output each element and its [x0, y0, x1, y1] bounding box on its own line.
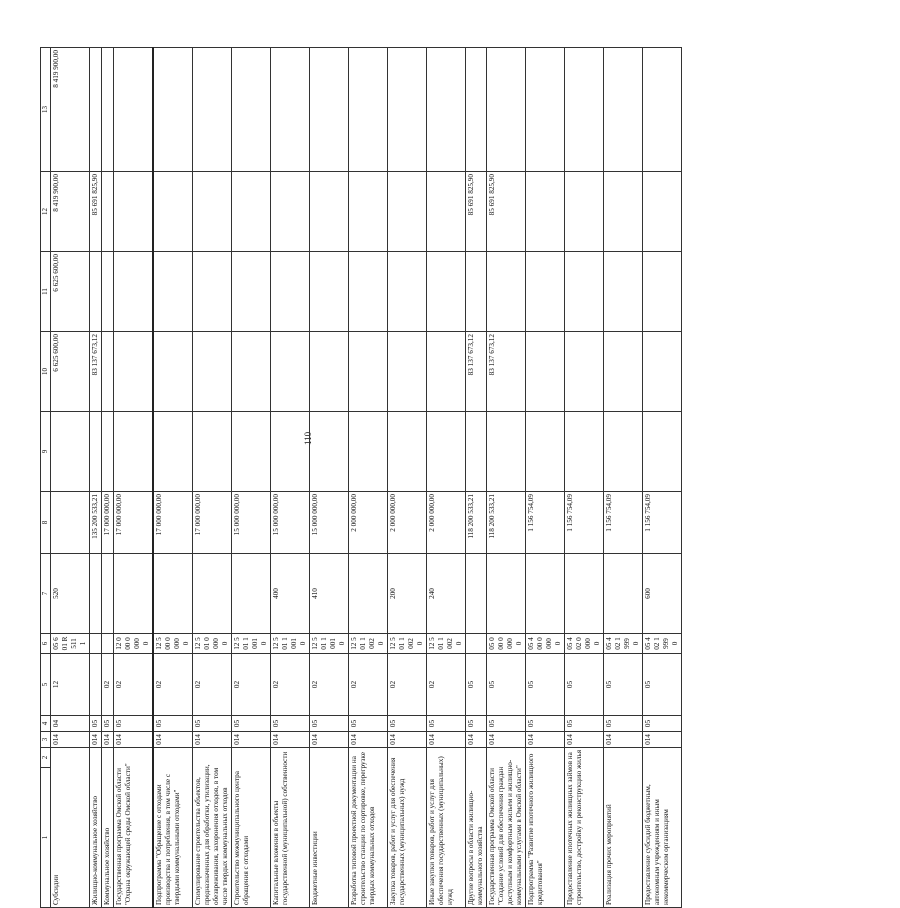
- cell-value: 05: [114, 716, 154, 732]
- target-code: 12 5 01 0 000 0: [193, 634, 232, 654]
- cell-value: 05: [604, 654, 643, 716]
- cell-value: [349, 252, 388, 332]
- cell-value: 85 691 825,90: [90, 172, 102, 252]
- cell-value: [466, 412, 487, 492]
- cell-value: [102, 252, 114, 332]
- cell-value: 118 200 533,21: [466, 492, 487, 554]
- cell-value: 014: [271, 732, 310, 748]
- cell-value: [310, 48, 349, 172]
- table-body: [51, 48, 682, 908]
- target-code: 12 5 01 1 001 0: [232, 634, 271, 654]
- cell-value: [565, 48, 604, 172]
- column-header: 8: [41, 492, 51, 554]
- cell-value: [153, 332, 193, 412]
- cell-value: [232, 554, 271, 634]
- cell-value: [193, 554, 232, 634]
- cell-value: [643, 172, 682, 252]
- cell-value: [427, 332, 466, 412]
- column-header: 6: [41, 634, 51, 654]
- row-label: Подпрограмма "Развитие ипотечного жилищного кредитования": [526, 748, 565, 908]
- cell-value: 02: [114, 654, 154, 716]
- cell-value: [643, 252, 682, 332]
- cell-value: [427, 48, 466, 172]
- cell-value: [153, 554, 193, 634]
- cell-value: [604, 332, 643, 412]
- cell-value: [388, 332, 427, 412]
- cell-value: 17 000 000,00: [153, 492, 193, 554]
- cell-value: 02: [102, 654, 114, 716]
- cell-value: 17 000 000,00: [193, 492, 232, 554]
- cell-value: [388, 48, 427, 172]
- row-label: Предоставление ипотечных жилищных займов на строительство, достройку и реконструкцию жилья: [565, 748, 604, 908]
- target-code: 05 6 01 R 511 1: [51, 634, 90, 654]
- cell-value: [349, 48, 388, 172]
- cell-value: [526, 252, 565, 332]
- cell-value: [526, 48, 565, 172]
- column-header: 11: [41, 252, 51, 332]
- row-label: Иные закупки товаров, работ и услуг для обеспечения государственных (муниципальных) нужд: [427, 748, 466, 908]
- table-row: [349, 48, 388, 908]
- target-code: 12 5 01 1 002 0: [388, 634, 427, 654]
- cell-value: 05: [526, 654, 565, 716]
- cell-value: [114, 172, 154, 252]
- cell-value: [271, 172, 310, 252]
- page-number: 110: [303, 431, 313, 445]
- cell-value: 1 156 754,09: [643, 492, 682, 554]
- cell-value: 014: [90, 732, 102, 748]
- cell-value: 15 000 000,00: [310, 492, 349, 554]
- cell-value: [526, 332, 565, 412]
- cell-value: 02: [388, 654, 427, 716]
- cell-value: 400: [271, 554, 310, 634]
- cell-value: 05: [565, 654, 604, 716]
- cell-value: 05: [526, 716, 565, 732]
- target-code: 05 4 00 0 000 0: [526, 634, 565, 654]
- cell-value: [114, 554, 154, 634]
- column-header: 9: [41, 412, 51, 492]
- cell-value: [487, 554, 526, 634]
- cell-value: [153, 412, 193, 492]
- header-row: [41, 48, 51, 908]
- cell-value: [90, 48, 102, 172]
- cell-value: [114, 252, 154, 332]
- row-label: Реализация прочих мероприятий: [604, 748, 643, 908]
- cell-value: [102, 172, 114, 252]
- cell-value: 8 419 900,00: [51, 48, 90, 172]
- cell-value: 014: [565, 732, 604, 748]
- cell-value: [102, 412, 114, 492]
- cell-value: [643, 48, 682, 172]
- cell-value: 014: [427, 732, 466, 748]
- cell-value: 135 200 533,21: [90, 492, 102, 554]
- table-row: [114, 48, 154, 908]
- cell-value: 12: [51, 654, 90, 716]
- cell-value: 1 156 754,09: [565, 492, 604, 554]
- cell-value: [643, 412, 682, 492]
- cell-value: [643, 332, 682, 412]
- cell-value: 014: [193, 732, 232, 748]
- cell-value: 240: [427, 554, 466, 634]
- cell-value: 02: [427, 654, 466, 716]
- table-row: [153, 48, 193, 908]
- cell-value: 014: [604, 732, 643, 748]
- column-header: 12: [41, 172, 51, 252]
- cell-value: 17 000 000,00: [114, 492, 154, 554]
- cell-value: [193, 412, 232, 492]
- cell-value: 014: [388, 732, 427, 748]
- target-code: [102, 634, 114, 654]
- cell-value: [232, 332, 271, 412]
- table-row: [388, 48, 427, 908]
- cell-value: 85 691 825,90: [466, 172, 487, 252]
- column-header: 2: [41, 748, 51, 768]
- cell-value: 014: [102, 732, 114, 748]
- table-row: [487, 48, 526, 908]
- cell-value: [90, 412, 102, 492]
- cell-value: [310, 172, 349, 252]
- cell-value: 02: [310, 654, 349, 716]
- target-code: 12 5 01 1 001 0: [271, 634, 310, 654]
- cell-value: 05: [90, 716, 102, 732]
- cell-value: [466, 48, 487, 172]
- cell-value: 520: [51, 554, 90, 634]
- target-code: [466, 634, 487, 654]
- cell-value: 014: [232, 732, 271, 748]
- cell-value: [427, 172, 466, 252]
- cell-value: 014: [643, 732, 682, 748]
- cell-value: [349, 172, 388, 252]
- table-row: [565, 48, 604, 908]
- cell-value: [271, 332, 310, 412]
- cell-value: 6 625 600,00: [51, 252, 90, 332]
- cell-value: [51, 412, 90, 492]
- cell-value: [51, 492, 90, 554]
- cell-value: 15 000 000,00: [232, 492, 271, 554]
- cell-value: [232, 48, 271, 172]
- cell-value: [193, 332, 232, 412]
- target-code: 12 5 01 1 001 0: [310, 634, 349, 654]
- cell-value: 02: [271, 654, 310, 716]
- table-row: [643, 48, 682, 908]
- table-row: [51, 48, 90, 908]
- cell-value: 05: [102, 716, 114, 732]
- cell-value: [114, 48, 154, 172]
- cell-value: [487, 48, 526, 172]
- target-code: 12 5 01 1 002 0: [349, 634, 388, 654]
- cell-value: 05: [487, 654, 526, 716]
- cell-value: 85 691 825,90: [487, 172, 526, 252]
- cell-value: 05: [487, 716, 526, 732]
- cell-value: [349, 412, 388, 492]
- budget-table-sheet: [40, 48, 900, 905]
- cell-value: 05: [310, 716, 349, 732]
- cell-value: [271, 48, 310, 172]
- cell-value: 05: [388, 716, 427, 732]
- cell-value: [604, 48, 643, 172]
- cell-value: 2 000 000,00: [427, 492, 466, 554]
- cell-value: [193, 172, 232, 252]
- cell-value: 05: [232, 716, 271, 732]
- table-row: [193, 48, 232, 908]
- budget-table: [40, 47, 682, 908]
- cell-value: [604, 252, 643, 332]
- column-header: 13: [41, 48, 51, 172]
- cell-value: [565, 332, 604, 412]
- table-row: [466, 48, 487, 908]
- cell-value: 200: [388, 554, 427, 634]
- table-row: [271, 48, 310, 908]
- table-row: [427, 48, 466, 908]
- cell-value: 014: [349, 732, 388, 748]
- cell-value: 05: [565, 716, 604, 732]
- cell-value: 05: [643, 716, 682, 732]
- column-header: 7: [41, 554, 51, 634]
- cell-value: 05: [271, 716, 310, 732]
- cell-value: [565, 172, 604, 252]
- target-code: 12 5 01 1 002 0: [427, 634, 466, 654]
- column-header: 4: [41, 716, 51, 732]
- cell-value: [565, 412, 604, 492]
- cell-value: [271, 252, 310, 332]
- cell-value: [487, 412, 526, 492]
- cell-value: 014: [487, 732, 526, 748]
- cell-value: [232, 172, 271, 252]
- cell-value: [271, 412, 310, 492]
- cell-value: [114, 332, 154, 412]
- cell-value: [388, 172, 427, 252]
- cell-value: [526, 172, 565, 252]
- row-label: Разработка типовой проектной документации на строительство станции по сортировке, перегрузке твердых коммунальных отходов: [349, 748, 388, 908]
- row-label: Другие вопросы в области жилищно-коммунального хозяйства: [466, 748, 487, 908]
- cell-value: 1 156 754,09: [604, 492, 643, 554]
- column-header: 1: [41, 768, 51, 908]
- target-code: 05 4 02 0 000 0: [565, 634, 604, 654]
- cell-value: [310, 332, 349, 412]
- cell-value: 410: [310, 554, 349, 634]
- cell-value: [565, 252, 604, 332]
- cell-value: [310, 412, 349, 492]
- table-row: [90, 48, 102, 908]
- cell-value: [90, 654, 102, 716]
- row-label: Субсидии: [51, 748, 90, 908]
- cell-value: 17 000 000,00: [102, 492, 114, 554]
- cell-value: 83 137 673,12: [487, 332, 526, 412]
- cell-value: 1 156 754,09: [526, 492, 565, 554]
- cell-value: 83 137 673,12: [466, 332, 487, 412]
- row-label: Закупка товаров, работ и услуг для обеспечения государственных (муниципальных) нужд: [388, 748, 427, 908]
- cell-value: [526, 554, 565, 634]
- cell-value: [90, 252, 102, 332]
- cell-value: [153, 172, 193, 252]
- table-row: [310, 48, 349, 908]
- row-label: Капитальные вложения в объекты государственной (муниципальной) собственности: [271, 748, 310, 908]
- table-row: [102, 48, 114, 908]
- target-code: [90, 634, 102, 654]
- cell-value: [604, 412, 643, 492]
- column-header: 5: [41, 654, 51, 716]
- rotated-table-wrapper: [40, 48, 679, 908]
- cell-value: 83 137 673,12: [90, 332, 102, 412]
- cell-value: [388, 252, 427, 332]
- cell-value: 02: [153, 654, 193, 716]
- cell-value: [193, 252, 232, 332]
- cell-value: 05: [643, 654, 682, 716]
- cell-value: [427, 412, 466, 492]
- target-code: 05 4 02 1 999 0: [643, 634, 682, 654]
- cell-value: [153, 48, 193, 172]
- cell-value: [604, 554, 643, 634]
- cell-value: 05: [466, 716, 487, 732]
- cell-value: [310, 252, 349, 332]
- cell-value: [114, 412, 154, 492]
- cell-value: 05: [466, 654, 487, 716]
- cell-value: 014: [51, 732, 90, 748]
- cell-value: [102, 48, 114, 172]
- cell-value: 6 625 600,00: [51, 332, 90, 412]
- cell-value: 8 419 900,00: [51, 172, 90, 252]
- column-header: 3: [41, 732, 51, 748]
- row-label: Бюджетные инвестиции: [310, 748, 349, 908]
- cell-value: 05: [349, 716, 388, 732]
- cell-value: 014: [466, 732, 487, 748]
- cell-value: 118 200 533,21: [487, 492, 526, 554]
- row-label: Строительство межмуниципального центра обращения с отходами: [232, 748, 271, 908]
- cell-value: 2 000 000,00: [388, 492, 427, 554]
- cell-value: [466, 252, 487, 332]
- cell-value: [349, 332, 388, 412]
- cell-value: 014: [310, 732, 349, 748]
- cell-value: [102, 554, 114, 634]
- row-label: Государственная программа Омской области "Охрана окружающей среды Омской области": [114, 748, 154, 908]
- cell-value: [90, 554, 102, 634]
- target-code: 12 5 00 0 000 0: [153, 634, 193, 654]
- cell-value: 600: [643, 554, 682, 634]
- cell-value: [427, 252, 466, 332]
- cell-value: [232, 252, 271, 332]
- cell-value: 014: [153, 732, 193, 748]
- cell-value: [232, 412, 271, 492]
- cell-value: 05: [153, 716, 193, 732]
- column-header: 10: [41, 332, 51, 412]
- cell-value: [487, 252, 526, 332]
- cell-value: [153, 252, 193, 332]
- cell-value: [466, 554, 487, 634]
- table-row: [526, 48, 565, 908]
- row-label: Подпрограмма "Обращение с отходами производства и потребления, в том числе с твердыми коммунальными отходами": [153, 748, 193, 908]
- cell-value: 05: [604, 716, 643, 732]
- cell-value: 02: [349, 654, 388, 716]
- cell-value: [526, 412, 565, 492]
- row-label: Предоставление субсидий бюджетным, автономным учреждениям и иным некоммерческим организациям: [643, 748, 682, 908]
- cell-value: [604, 172, 643, 252]
- cell-value: 02: [232, 654, 271, 716]
- row-label: Государственная программа Омской области "Создание условий для обеспечения граждан доступным и комфортным жильем и жилищно-коммунальными услугами в Омской области": [487, 748, 526, 908]
- row-label: Стимулирование строительства объектов, предназначенных для обработки, утилизации, обезвреживания, захоронения отходов, в том числе твердых коммунальных отходов: [193, 748, 232, 908]
- cell-value: 014: [114, 732, 154, 748]
- cell-value: 02: [193, 654, 232, 716]
- target-code: 05 4 02 1 999 0: [604, 634, 643, 654]
- cell-value: 05: [427, 716, 466, 732]
- cell-value: [388, 412, 427, 492]
- cell-value: 2 000 000,00: [349, 492, 388, 554]
- cell-value: 014: [526, 732, 565, 748]
- cell-value: [349, 554, 388, 634]
- cell-value: [193, 48, 232, 172]
- target-code: 05 0 00 0 000 0: [487, 634, 526, 654]
- row-label: Коммунальное хозяйство: [102, 748, 114, 908]
- row-label: Жилищно-коммунальное хозяйство: [90, 748, 102, 908]
- cell-value: 05: [193, 716, 232, 732]
- table-row: [604, 48, 643, 908]
- cell-value: 15 000 000,00: [271, 492, 310, 554]
- cell-value: 04: [51, 716, 90, 732]
- target-code: 12 0 00 0 000 0: [114, 634, 154, 654]
- cell-value: [565, 554, 604, 634]
- cell-value: [102, 332, 114, 412]
- table-row: [232, 48, 271, 908]
